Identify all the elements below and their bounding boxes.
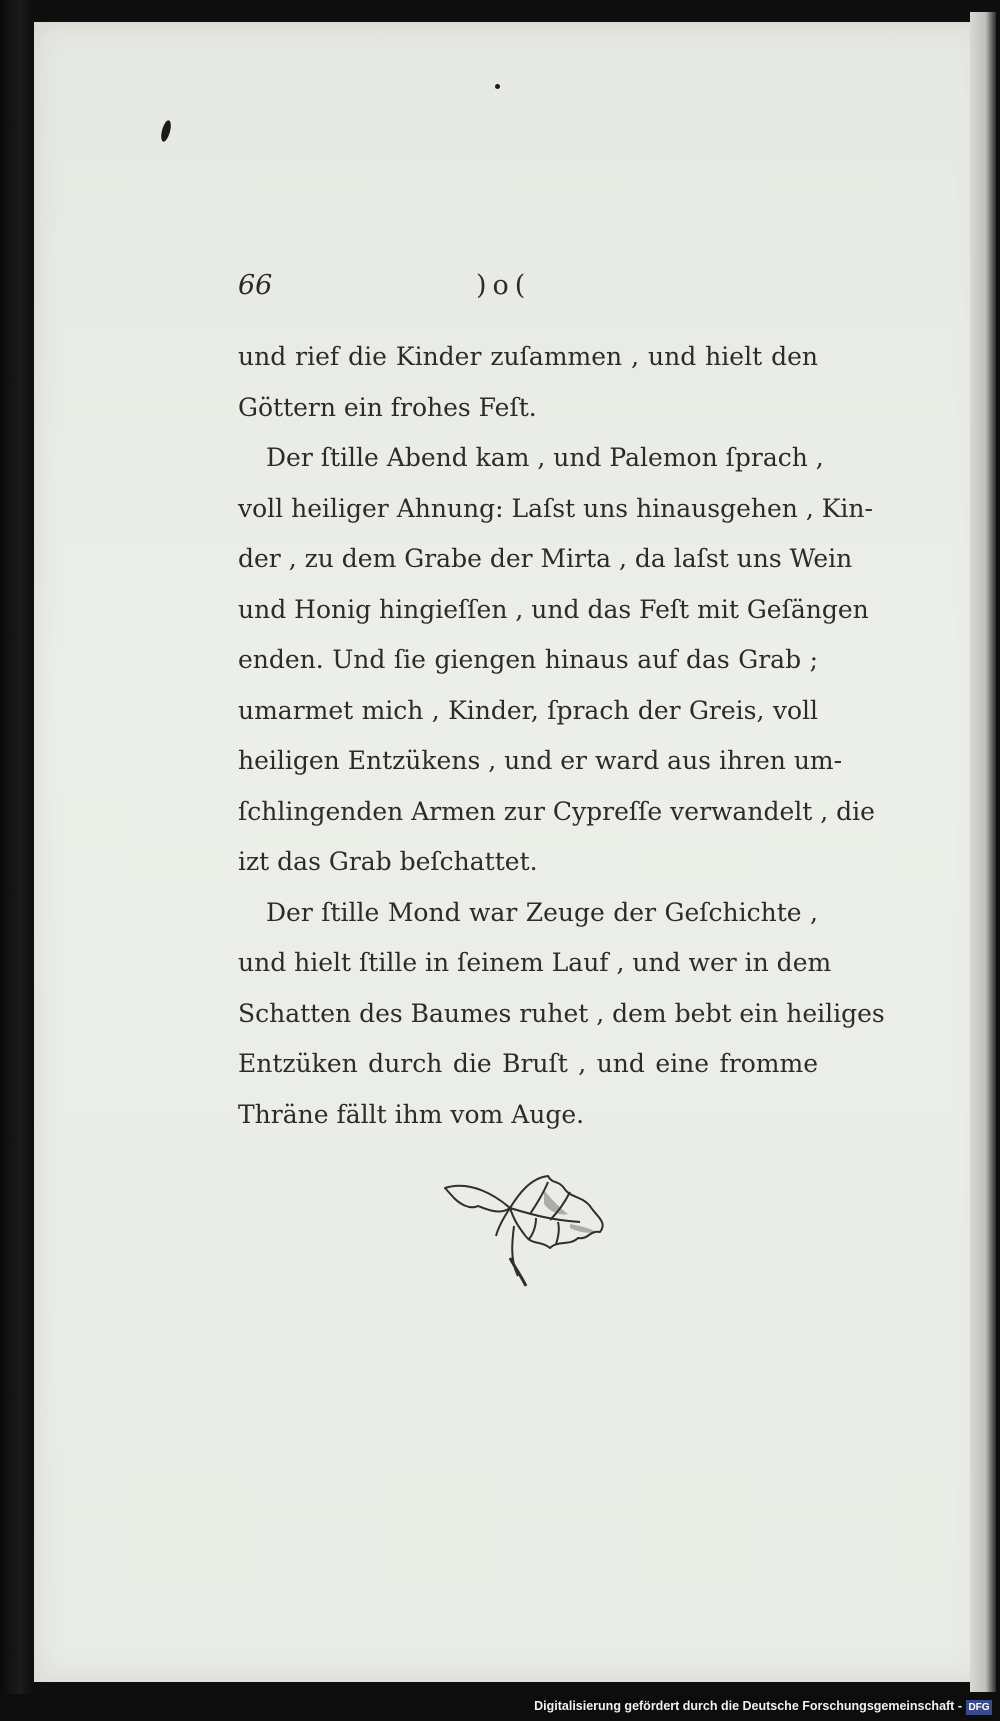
body-text xyxy=(238,332,885,1140)
footer-credit: Digitalisierung gefördert durch die Deutsche Forschungsgemeinschaft - xyxy=(534,1699,962,1713)
text-line: heiligen Entzükens , und er ward aus ihren um- xyxy=(238,746,843,775)
text-line: Schatten des Baumes ruhet , dem bebt ein heiliges xyxy=(238,998,885,1028)
text-line: und hielt ſtille in ſeinem Lauf , und wer in dem xyxy=(238,948,832,977)
text-line: enden. Und ſie giengen hinaus auf das Grab ; xyxy=(238,645,818,674)
text-line: der , zu dem Grabe der Mirta , da laſst uns Wein xyxy=(238,544,853,573)
text-line: izt das Grab beſchattet. xyxy=(238,847,538,876)
text-line: Der ſtille Abend kam , und Palemon ſprach , xyxy=(266,443,824,472)
page-header xyxy=(238,270,818,310)
text-line: voll heiliger Ahnung: Laſst uns hinausgehen , Kin- xyxy=(238,493,873,523)
text-line: Der ſtille Mond war Zeuge der Geſchichte , xyxy=(266,897,818,927)
ink-fleck xyxy=(495,84,500,89)
text-line: Göttern ein frohes Feſt. xyxy=(238,392,537,422)
page-number: 66 xyxy=(238,270,273,301)
text-line: und Honig hingieſſen , und das Feſt mit Geſängen xyxy=(238,594,869,624)
running-head: )o( xyxy=(476,270,532,301)
text-line: und rief die Kinder zuſammen , und hielt den xyxy=(238,342,818,371)
text-line: Thräne fällt ihm vom Auge. xyxy=(238,1099,585,1129)
text-line: umarmet mich , Kinder, ſprach der Greis, voll xyxy=(238,695,818,725)
leaf-vignette-icon xyxy=(440,1170,610,1290)
dfg-logo: DFG xyxy=(966,1700,992,1715)
text-line: ſchlingenden Armen zur Cypreſſe verwandelt , die xyxy=(238,796,875,826)
text-line: Entzüken durch die Bruſt , und eine fromme xyxy=(238,1049,818,1078)
footer-bar xyxy=(0,1694,1000,1721)
page-edge xyxy=(970,12,996,1692)
